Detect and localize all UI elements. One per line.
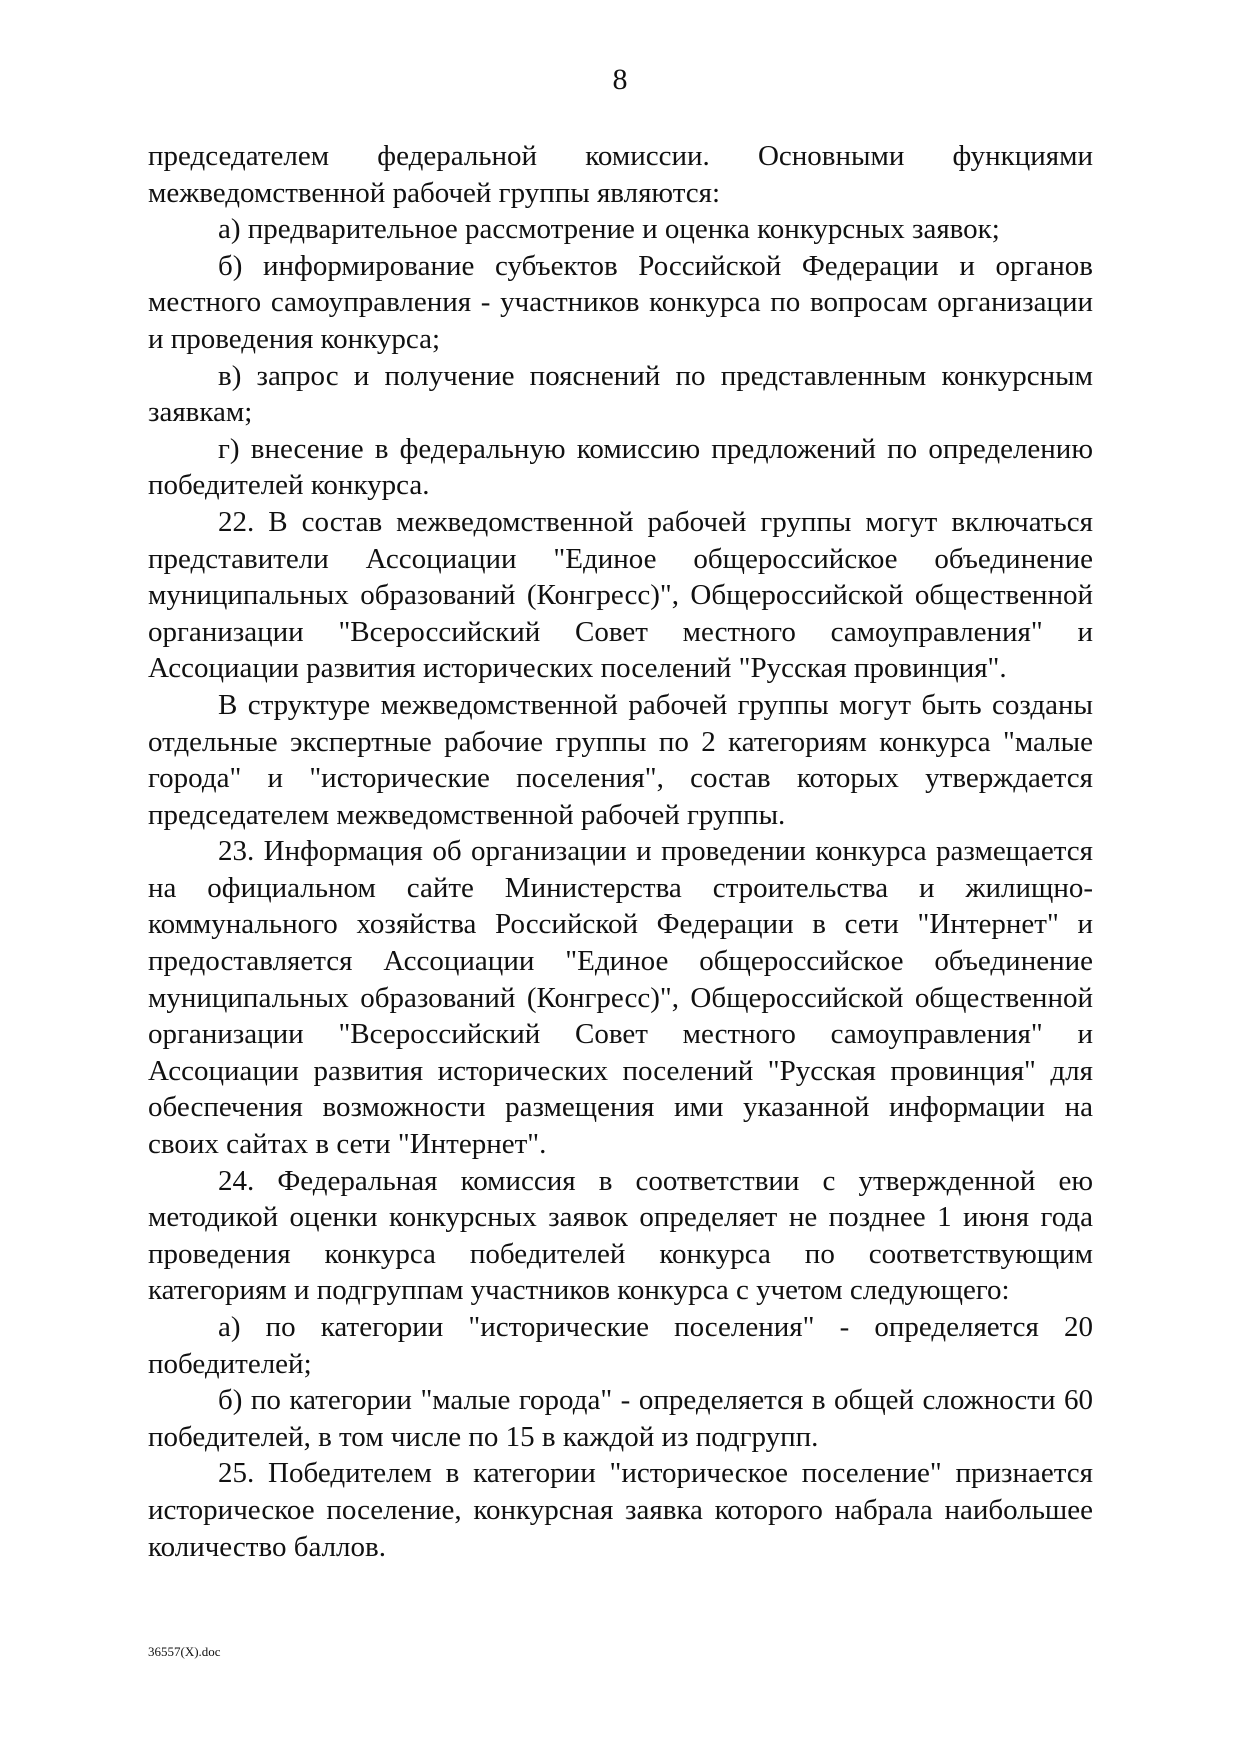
document-body [148,138,1093,1565]
page-number: 8 [612,63,628,96]
list-item-a: а) предварительное рассмотрение и оценка конкурсных заявок; [218,213,1000,246]
clause-25: 25. Победителем в категории "историческое поселение" признается историческое поселение, конкурсная заявка которого набрала наибольшее количество баллов. [148,1457,1093,1563]
list-item-g: г) внесение в федеральную комиссию предложений по определению победителей конкурса. [148,432,1093,502]
file-reference: 36557(Х).doc [148,1644,221,1659]
paragraph-continuation: председателем федеральной комиссии. Основными функциями межведомственной рабочей группы являются: [148,140,1093,209]
list-item-v: в) запрос и получение пояснений по представленным конкурсным заявкам; [148,359,1093,429]
clause-24-item-a: а) по категории "исторические поселения" - определяется 20 победителей; [148,1311,1093,1380]
clause-24: 24. Федеральная комиссия в соответствии с утвержденной ею методикой оценки конкурсных заявок определяет не позднее 1 июня года проведения конкурса победителей конкурса по соответствующим категориям и подгруппам участников конкурса с учетом следующего: [148,1164,1093,1307]
clause-23: 23. Информация об организации и проведении конкурса размещается на официальном сайте Министерства строительства и жилищно-коммунального хозяйства Российской Федерации в сети "Интернет" и предоставляется Ассоциации "Единое общероссийское объединение муниципальных образований (Конгресс)", Общероссийской общественной организации "Всероссийский Совет местного самоуправления" и Ассоциации развития исторических поселений "Русская провинция" для обеспечения возможности размещения ими указанной информации на своих сайтах в сети "Интернет". [148,835,1093,1161]
list-item-b: б) информирование субъектов Российской Федерации и органов местного самоуправления - участников конкурса по вопросам организации и проведения конкурса; [148,249,1093,355]
clause-24-item-b: б) по категории "малые города" - определяется в общей сложности 60 победителей, в том числе по 15 в каждой из подгрупп. [148,1384,1093,1453]
clause-22-paragraph: В структуре межведомственной рабочей группы могут быть созданы отдельные экспертные рабочие группы по 2 категориям конкурса "малые города" и "исторические поселения", состав которых утверждается председателем межведомственной рабочей группы. [148,688,1093,831]
clause-22: 22. В состав межведомственной рабочей группы могут включаться представители Ассоциации "Единое общероссийское объединение муниципальных образований (Конгресс)", Общероссийской общественной организации "Всероссийский Совет местного самоуправления" и Ассоциации развития исторических поселений "Русская провинция". [148,505,1093,685]
